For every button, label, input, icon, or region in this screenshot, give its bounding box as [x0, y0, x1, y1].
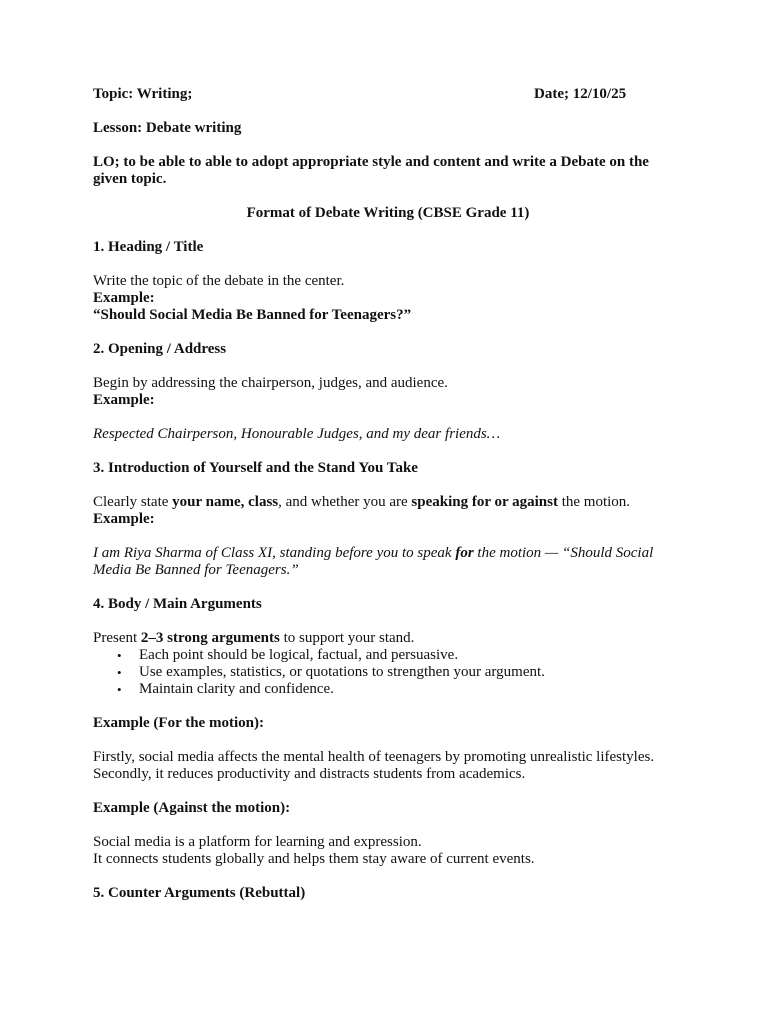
bullet-text: Use examples, statistics, or quotations to strengthen your argument. [139, 664, 545, 680]
learning-objective-line-2: given topic. [93, 171, 167, 187]
list-item [117, 647, 683, 664]
example-for-line-1: Firstly, social media affects the mental health of teenagers by promoting unrealistic lifestyles. [93, 749, 655, 765]
section-3-example-label: Example: [93, 511, 155, 527]
section-4-text-part: to support your stand. [279, 630, 415, 646]
section-3-text-emphasis: speaking for or against [411, 494, 558, 510]
section-3-text-part: the motion. [557, 494, 631, 510]
section-3-text-emphasis: your name, class [172, 494, 279, 510]
example-against-label: Example (Against the motion): [93, 800, 291, 816]
section-4-bullet-list [93, 647, 683, 698]
section-1-example-label: Example: [93, 290, 155, 306]
section-2-text: Begin by addressing the chairperson, judges, and audience. [93, 375, 448, 391]
document-title: Format of Debate Writing (CBSE Grade 11) [246, 205, 530, 221]
section-1-text: Write the topic of the debate in the center. [93, 273, 345, 289]
bullet-icon: • [117, 682, 122, 697]
bullet-icon: • [117, 665, 122, 680]
section-2-heading: 2. Opening / Address [93, 341, 227, 357]
section-2-example-label: Example: [93, 392, 155, 408]
bullet-text: Each point should be logical, factual, and persuasive. [139, 647, 459, 663]
section-3-example-line-2: Media Be Banned for Teenagers.” [93, 562, 299, 578]
section-3-text-part: , and whether you are [278, 494, 412, 510]
learning-objective-line-1: LO; to be able to able to adopt appropriate style and content and write a Debate on the [93, 154, 649, 170]
example-for-label: Example (For the motion): [93, 715, 264, 731]
example-for-line-2: Secondly, it reduces productivity and distracts students from academics. [93, 766, 526, 782]
list-item [117, 664, 683, 681]
section-3-example-part: the motion — “Should Social [473, 545, 654, 561]
section-2-example: Respected Chairperson, Honourable Judges, and my dear friends… [93, 426, 501, 442]
section-3-text-part: Clearly state [93, 494, 173, 510]
section-4-text-part: Present [93, 630, 141, 646]
section-4-heading: 4. Body / Main Arguments [93, 596, 262, 612]
section-3-example-part: I am Riya Sharma of Class XI, standing before you to speak [93, 545, 456, 561]
lesson-label: Lesson: Debate writing [93, 120, 242, 136]
example-against-line-2: It connects students globally and helps them stay aware of current events. [93, 851, 535, 867]
bullet-text: Maintain clarity and confidence. [139, 681, 334, 697]
section-3-example-line-1 [93, 545, 683, 562]
section-3-example-emphasis: for [455, 545, 474, 561]
example-against-line-1: Social media is a platform for learning and expression. [93, 834, 422, 850]
document-page [93, 86, 683, 902]
bullet-icon: • [117, 648, 122, 663]
section-5-heading: 5. Counter Arguments (Rebuttal) [93, 885, 306, 901]
section-4-text-emphasis: 2–3 strong arguments [140, 630, 280, 646]
header-row [93, 86, 683, 103]
date-label: Date; 12/10/25 [534, 86, 627, 102]
section-4-text [93, 630, 683, 647]
list-item [117, 681, 683, 698]
section-3-text [93, 494, 683, 511]
section-3-heading: 3. Introduction of Yourself and the Stand You Take [93, 460, 418, 476]
section-1-heading: 1. Heading / Title [93, 239, 204, 255]
section-1-example: “Should Social Media Be Banned for Teenagers?” [93, 307, 412, 323]
topic-label: Topic: Writing; [93, 86, 193, 102]
